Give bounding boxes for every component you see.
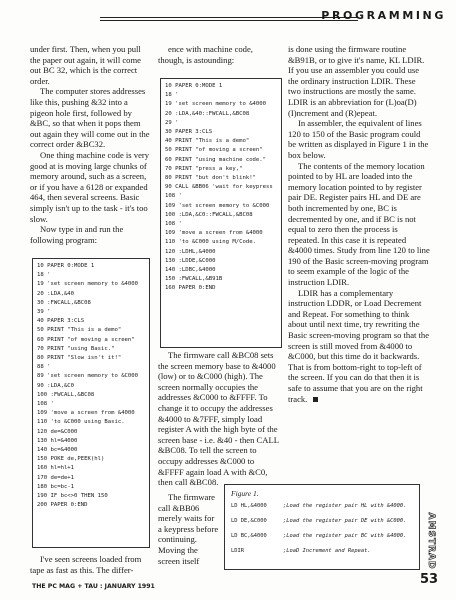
code-line: 70 PRINT "using Basic." bbox=[37, 345, 115, 352]
code-line: 108 ' bbox=[165, 193, 182, 200]
figure-instruction: LD HL,&4000 bbox=[231, 503, 267, 509]
code-line: 150 POKE de,PEEK(hl) bbox=[37, 456, 105, 463]
code-line: 29 ' bbox=[165, 119, 179, 126]
code-line: 130 :LDDE,&C000 bbox=[165, 257, 216, 264]
paragraph: is done using the firmware routine &B91B, or to give it's name, KL LDIR. If you use an assembler you could use the ordinary instruction LDIR. These two instructions are mostly the same. LDIR is an abbreviation for (L)oa(D) (I)ncrement and (R)epeat. bbox=[288, 44, 425, 118]
amstrad-side-tab bbox=[424, 512, 438, 570]
paragraph: I've seen screens loaded from tape as fast as this. The differ- bbox=[30, 554, 142, 575]
code-line: 30 :FWCALL,&BC08 bbox=[37, 299, 91, 306]
code-line: 90 CALL &BB06 'wait for keypress bbox=[165, 184, 273, 191]
code-line: 18 ' bbox=[165, 92, 179, 99]
page-number: 53 bbox=[420, 572, 439, 587]
code-line: 20 :LDA,&40::FWCALL,&BC08 bbox=[165, 110, 250, 117]
figure-title: Figure 1. bbox=[231, 489, 259, 498]
code-line: 120 :LDHL,&4000 bbox=[165, 248, 216, 255]
figure-instruction: LDIR bbox=[231, 548, 244, 554]
paragraph: Now type in and run the following program: bbox=[30, 224, 124, 245]
code-line: 10 PAPER 0:MODE 1 bbox=[37, 263, 95, 269]
code-line: 80 PRINT "Slow isn't it!" bbox=[37, 355, 122, 362]
paragraph bbox=[288, 288, 430, 405]
code-line: 100 :FWCALL,&BC08 bbox=[37, 391, 95, 398]
code-line: 60 PRINT "using machine code." bbox=[165, 156, 267, 163]
code-line: 39 ' bbox=[37, 309, 51, 316]
code-line: 160 PAPER 0:END bbox=[165, 285, 216, 292]
code-line: 19 'set screen memory to &4000 bbox=[37, 281, 139, 288]
code-line: 180 bc=bc-1 bbox=[37, 483, 75, 490]
figure-comment: ;Load the register pair DE with &C000. bbox=[283, 518, 407, 524]
figure-instruction: LD BC,&4000 bbox=[231, 533, 267, 539]
code-line: 130 hl=&4000 bbox=[37, 437, 78, 444]
footer-issue: THE PC MAG + TAU : JANUARY 1991 bbox=[32, 583, 155, 590]
header-rule bbox=[100, 17, 358, 18]
side-tab-label: AMSTRAD bbox=[426, 512, 436, 570]
figure-comment: ;Load the register pair BC with &4000. bbox=[283, 533, 407, 539]
code-line: 89 'set screen memory to &C000 bbox=[37, 373, 139, 380]
code-line: 150 :FWCALL,&B91B bbox=[165, 276, 223, 283]
paragraph: One thing machine code is very good at is moving large chunks of memory around, such as a screen, or if you have a 6128 or expanded 464, then several screens. Basic simply isn't up to the task - it's too slow. bbox=[30, 149, 150, 224]
code-line: 70 PRINT "press a key," bbox=[165, 165, 243, 172]
figure-row bbox=[231, 502, 413, 511]
code-line: 30 PAPER 3:CLS bbox=[165, 129, 213, 136]
code-line: 190 IF bc<>0 THEN 150 bbox=[37, 493, 108, 500]
paragraph: The firmware call &BC08 sets the screen memory base to &4000 (low) or to &C000 (high). The screen normally occupies the addresses &C000 to &FFFF. To change it to occupy the addresses &4000 to &7FFF, simply load register A with the high byte of the screen base - i.e. &40 - then CALL &BC08. To tell the screen to occupy addresses &C000 to &FFFF again load A with &C0, then call &BC08. bbox=[158, 350, 279, 488]
code-line: 110 'to &C000 using Basic. bbox=[37, 419, 125, 426]
column-2-continued bbox=[158, 350, 280, 488]
column-1-continued bbox=[30, 554, 150, 575]
figure-row bbox=[231, 517, 413, 526]
column-1 bbox=[30, 44, 150, 245]
figure-row bbox=[231, 547, 413, 556]
code-line: 108 ' bbox=[37, 401, 54, 408]
code-line: 88 ' bbox=[37, 364, 51, 371]
figure-1-box bbox=[224, 484, 420, 570]
code-line: 40 PAPER 3:CLS bbox=[37, 318, 85, 325]
paragraph: In assembler, the equivalent of lines 120 to 150 of the Basic program could be written as displayed in Figure 1 in the box below. bbox=[288, 118, 429, 160]
basic-listing-2 bbox=[160, 78, 282, 348]
code-line: 140 bc=&4000 bbox=[37, 447, 78, 454]
code-line: 108 ' bbox=[165, 221, 182, 228]
code-line: 10 PAPER 0:MODE 1 bbox=[165, 83, 223, 89]
figure-row bbox=[231, 532, 413, 541]
code-line: 109 'move a screen from &4000 bbox=[165, 230, 263, 237]
basic-listing-1 bbox=[32, 258, 150, 548]
figure-comment: ;LoaD Increment and Repeat. bbox=[283, 548, 371, 554]
code-line: 60 PRINT "of moving a screen" bbox=[37, 336, 135, 343]
code-line: 20 :LDA,&40 bbox=[37, 290, 75, 297]
code-line: 90 :LDA,&C0 bbox=[37, 382, 75, 389]
code-line: 80 PRINT "but don't blink!" bbox=[165, 175, 256, 182]
code-line: 160 hl=hl+1 bbox=[37, 465, 75, 472]
figure-comment: ;Load the register pair HL with &4000. bbox=[283, 503, 407, 509]
code-line: 19 'set screen memory to &4000 bbox=[165, 101, 267, 108]
code-line: 50 PRINT "of moving a screen" bbox=[165, 147, 263, 154]
section-title: PROGRAMMING bbox=[321, 9, 446, 22]
paragraph: ence with machine code, though, is astounding: bbox=[158, 44, 253, 65]
paragraph: The contents of the memory location pointed to by HL are loaded into the memory location pointed to by register pair DE. Register pairs HL and DE are both incremented by one, BC is decremented by one, and if BC is not equal to zero then the process is repeated. In this case it is repeated &4000 times. Study from line 120 to line 190 of the Basic screen-moving program to seem example of the logic of the instruction LDIR. bbox=[288, 160, 430, 288]
code-line: 110 'to &C000 using M/Code. bbox=[165, 239, 256, 246]
paragraph: under first. Then, when you pull the paper out again, it will come out BC 32, which is the correct order. bbox=[30, 44, 141, 86]
column-3 bbox=[288, 44, 430, 404]
code-line: 140 :LDBC,&4000 bbox=[165, 267, 216, 274]
header-rule-thin bbox=[100, 20, 358, 21]
code-line: 109 'move a screen from &4000 bbox=[37, 410, 135, 417]
code-line: 200 PAPER 0:END bbox=[37, 502, 88, 509]
code-line: 40 PRINT "This is a demo" bbox=[165, 138, 250, 145]
code-line: 170 de=de+1 bbox=[37, 474, 75, 481]
column-2 bbox=[158, 44, 280, 65]
code-line: 18 ' bbox=[37, 272, 51, 279]
end-mark-icon bbox=[313, 397, 318, 402]
code-line: 109 'set screen memory to &C000 bbox=[165, 202, 270, 209]
code-line: 50 PRINT "This is a demo" bbox=[37, 327, 122, 334]
section-header bbox=[100, 7, 446, 29]
paragraph-text: LDIR has a complementary instruction LDDR, or Load Decrement and Repeat. For something to think about until next time, try rewriting the Basic screen-moving program so that the screen is still moved from &4000 to &C000, but this time do it backwards. That is from bottom-right to top-left of the screen. If you can do that then it is safe to assume that you are on the right track. bbox=[288, 287, 430, 404]
figure-instruction: LD DE,&C000 bbox=[231, 518, 267, 524]
paragraph: The firmware call &BB06 merely waits for a keypress before continuing. Moving the screen itself bbox=[158, 492, 219, 566]
paragraph: The computer stores addresses like this, pushing &32 into a pigeon hole first, followed by &BC, so that when it pops them out again they will come out in the correct order &BC32. bbox=[30, 86, 150, 150]
code-line: 100 :LDA,&C0::FWCALL,&BC08 bbox=[165, 211, 253, 218]
column-2-end bbox=[158, 492, 220, 566]
code-line: 120 de=&C000 bbox=[37, 428, 78, 435]
